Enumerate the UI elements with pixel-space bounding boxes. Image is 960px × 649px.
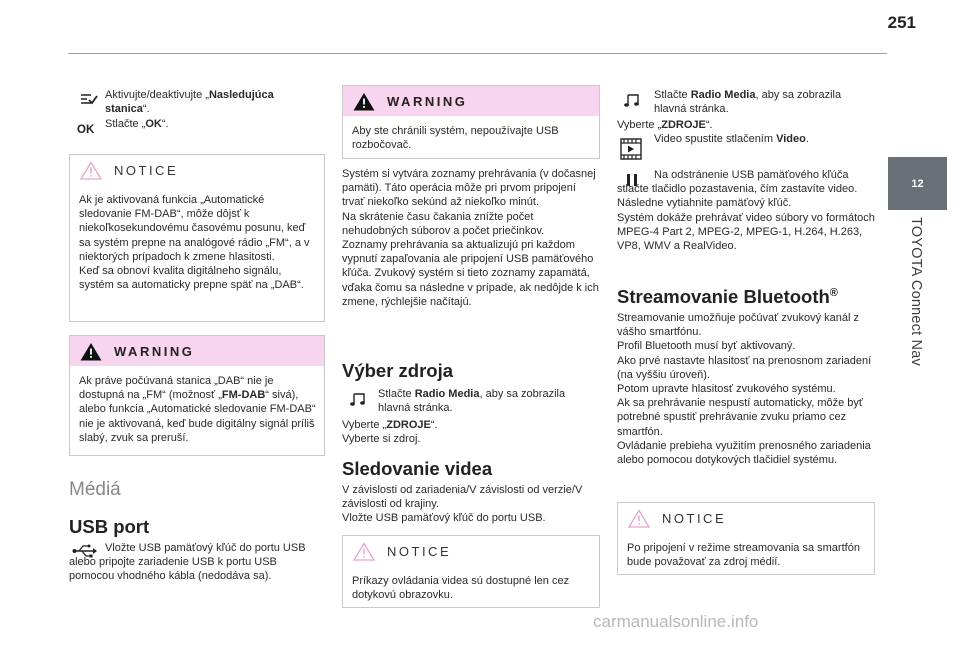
video-play-icon <box>619 137 643 161</box>
video-step-2-post: “. <box>705 119 713 131</box>
notice-title: NOTICE <box>387 543 452 559</box>
bluetooth-text: Streamovanie umožňuje počúvať zvukový kanál z vášho smartfónu. Profil Bluetooth musí byť aktivovaný. Ako prvé nastavte hlasitosť na prenosnom zariadení (na vyššiu úroveň). Potom upravte hlasitosť zvukového systému. Ak sa prehrávanie nespustí automaticky, môže byť potrebné spustiť prehrávanie zvuku priamo cez smartfón. Ovládanie prebieha využitím prenosného zariadenia alebo pomocou dotykových tlačidiel systému. <box>617 312 872 467</box>
pause-text: Na odstránenie USB pamäťového kľúča stlačte tlačidlo pozastavenia, čím zastavíte video. Následne vytiahnite pamäťový kľúč. Systém dokáže prehrávať video súbory vo formátoch MPEG-4 Part 2, MPEG-2, MPEG-1, H.264, H.263, VP8, WMV a RealVideo. <box>617 169 875 253</box>
video-step-3 <box>654 132 875 146</box>
video-step-1-bold: Radio Media <box>690 89 756 101</box>
notice-text: Príkazy ovládania videa sú dostupné len cez dotykovú obrazovku. <box>352 575 570 602</box>
notice-title: NOTICE <box>114 162 179 178</box>
ok-text-pre: Stlačte „ <box>105 118 146 130</box>
notice-header <box>70 155 324 185</box>
video-step-2-bold: ZDROJE <box>661 119 706 131</box>
notice-header <box>618 503 874 533</box>
header-rule <box>68 53 887 54</box>
source-step-2-bold: ZDROJE <box>386 419 431 431</box>
section-heading-media: Médiá <box>69 479 121 500</box>
video-step-1-pre: Stlačte <box>654 89 691 101</box>
page-number: 251 <box>887 13 916 32</box>
warning-text <box>79 374 316 445</box>
chapter-tab[interactable]: 12 <box>888 157 947 210</box>
warning-text-pre: Ak práve počúvaná stanica „DAB“ nie je dostupná na „FM“ (možnosť „ <box>79 375 274 402</box>
checkbox-text-pre: Aktivujte/deaktivujte „ <box>105 89 209 101</box>
video-text: V závislosti od zariadenia/V závislosti od verzie/V závislosti od krajiny. Vložte USB pamäťový kľúč do portu USB. <box>342 484 583 525</box>
notice-title: NOTICE <box>662 510 727 526</box>
source-step-2 <box>342 418 600 432</box>
warning-header <box>70 336 324 366</box>
warning-text-bold: FM-DAB <box>221 389 266 402</box>
warning-text-post: “ sivá), alebo funkcia „Automatické sledovanie FM-DAB“ nie je aktivovaná, keď bude digitálny signál príliš slabý, zvuk sa preruší. <box>79 389 316 444</box>
ok-text-post: “. <box>161 118 169 130</box>
notice-header <box>343 536 599 566</box>
video-step-2 <box>617 118 875 132</box>
source-step-3: Vyberte si zdroj. <box>342 433 421 445</box>
notice-text: Po pripojení v režime streamovania sa smartfón bude považovať za zdroj médií. <box>627 542 860 569</box>
warning-box-signal <box>69 335 325 456</box>
ok-instruction <box>105 117 320 131</box>
bluetooth-heading-reg: ® <box>829 286 838 299</box>
watermark-text: carmanualsonline.info <box>593 612 759 631</box>
source-step-2-pre: Vyberte „ <box>342 419 387 431</box>
warning-triangle-icon <box>80 342 102 361</box>
checkbox-list-icon <box>79 92 99 108</box>
source-step-2-post: “. <box>430 419 438 431</box>
video-step-2-pre: Vyberte „ <box>617 119 662 131</box>
source-step-1 <box>378 387 600 415</box>
warning-title: WARNING <box>387 93 468 109</box>
notice-box-streaming <box>617 502 875 575</box>
notice-box-fm-dab <box>69 154 325 322</box>
video-step-3-pre: Video spustite stlačením <box>654 133 777 145</box>
video-step-1-post: , aby sa zobrazila hlavná stránka. <box>654 89 842 116</box>
notice-text: Ak je aktivovaná funkcia „Automatické sledovanie FM-DAB“, môže dôjsť k niekoľkosekundovému časovému posunu, keď sa systém prepne na analógové rádio „FM“, a v niektorých prípadoch k zmene hlasitosti. Keď sa obnoví kvalita digitálneho signálu, systém sa automaticky prepne späť na „DAB“. <box>79 194 310 292</box>
warning-title: WARNING <box>114 343 195 359</box>
source-step-1-post: , aby sa zobrazila hlavná stránka. <box>378 388 566 415</box>
notice-triangle-icon <box>628 509 650 528</box>
video-step-3-bold: Video <box>776 133 806 145</box>
warning-text: Aby ste chránili systém, nepoužívajte USB rozbočovač. <box>352 125 559 152</box>
video-step-3-post: . <box>805 133 809 145</box>
section-heading-usb: USB port <box>69 516 150 537</box>
ok-text-bold: OK <box>145 118 162 130</box>
notice-triangle-icon <box>80 161 102 180</box>
checkbox-instruction <box>105 88 320 116</box>
playlist-text: Systém si vytvára zoznamy prehrávania (v dočasnej pamäti). Táto operácia môže pri prvom pripojení trvať niekoľko sekúnd až niekoľko minút. Na skrátenie času čakania znížte počet nehudobných súborov a počet priečinkov. Zoznamy prehrávania sa aktualizujú pri každom vypnutí zapaľovania ale pripojení USB pamäťového kľúča. Zvukový systém si tieto zoznamy zapamätá, vďaka čomu sa následne v prípade, ak nedôjde k ich zmene, rýchlejšie načítajú. <box>342 168 599 308</box>
music-note-icon <box>348 391 366 407</box>
notice-triangle-icon <box>353 542 375 561</box>
section-heading-source: Výber zdroja <box>342 360 454 381</box>
section-heading-video: Sledovanie videa <box>342 458 493 479</box>
bluetooth-heading-text: Streamovanie Bluetooth <box>617 286 830 307</box>
music-note-icon <box>622 92 640 108</box>
video-step-1 <box>654 88 875 116</box>
checkbox-text-post: “. <box>142 103 150 116</box>
section-heading-bluetooth <box>617 286 838 308</box>
side-label-text: TOYOTA Connect Nav <box>908 217 924 366</box>
warning-triangle-icon <box>353 92 375 111</box>
notice-box-video <box>342 535 600 608</box>
ok-icon-label: OK <box>77 124 95 136</box>
warning-header <box>343 86 599 116</box>
side-label <box>896 217 936 467</box>
warning-box-usb-hub <box>342 85 600 159</box>
usb-text: Vložte USB pamäťový kľúč do portu USB alebo pripojte zariadenie USB k portu USB pomocou vhodného kábla (nedodáva sa). <box>69 542 306 583</box>
source-step-1-bold: Radio Media <box>414 388 480 400</box>
checkbox-text-bold: Nasledujúca stanica <box>105 89 274 116</box>
source-step-1-pre: Stlačte <box>378 388 415 400</box>
